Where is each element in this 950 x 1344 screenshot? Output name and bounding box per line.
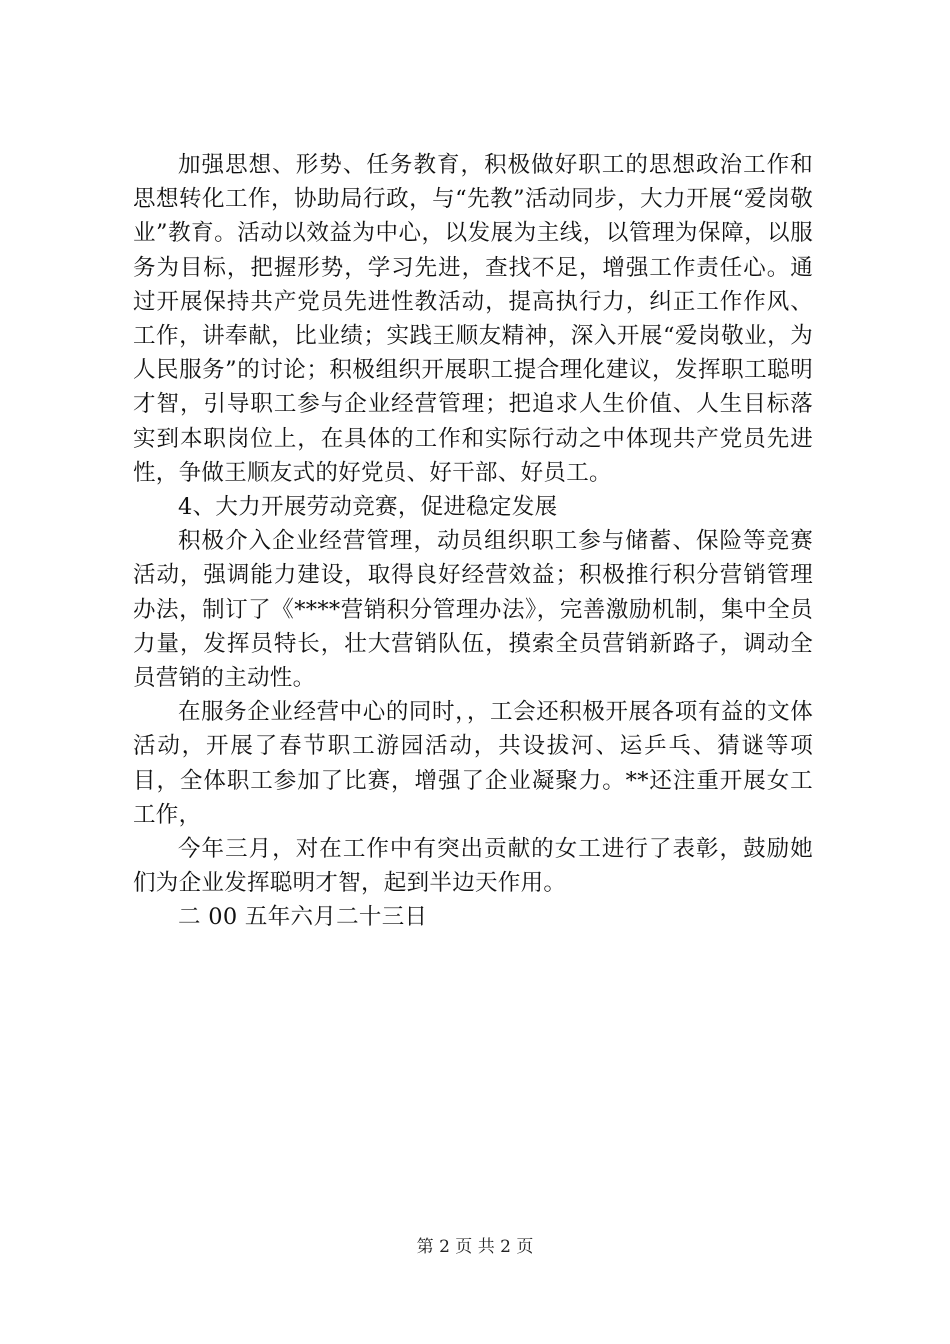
paragraph-political-education: 加强思想、形势、任务教育，积极做好职工的思想政治工作和思想转化工作，协助局行政，与“先教”活动同步，大力开展“爱岗敬业”教育。活动以效益为中心，以发展为主线，以管理为保障，以服务为目标，把握形势，学习先进，查找不足，增强工作责任心。通过开展保持共产党员先进性教活动，提高执行力，纠正工作作风、工作，讲奉献，比业绩；实践王顺友精神，深入开展“爱岗敬业，为人民服务”的讨论；积极组织开展职工提合理化建议，发挥职工聪明才智，引导职工参与企业经营管理；把追求人生价值、人生目标落实到本职岗位上，在具体的工作和实际行动之中体现共产党员先进性，争做王顺友式的好党员、好干部、好员工。 <box>133 152 813 486</box>
section-heading-labor-competition: 4、大力开展劳动竞赛，促进稳定发展 <box>178 494 558 521</box>
paragraph-women-workers-award: 今年三月，对在工作中有突出贡献的女工进行了表彰，鼓励她们为企业发挥聪明才智，起到半边天作用。 <box>133 836 813 897</box>
page-number-footer: 第 2 页 共 2 页 <box>416 1237 534 1257</box>
document-body <box>133 148 813 935</box>
paragraph-marketing-management: 积极介入企业经营管理，动员组织职工参与储蓄、保险等竞赛活动，强调能力建设，取得良好经营效益；积极推行积分营销管理办法，制订了《****营销积分管理办法》，完善激励机制，集中全员力量，发挥员特长，壮大营销队伍，摸索全员营销新路子，调动全员营销的主动性。 <box>133 528 813 692</box>
document-date: 二 00 五年六月二十三日 <box>178 904 428 931</box>
paragraph-cultural-activities: 在服务企业经营中心的同时，，工会还积极开展各项有益的文体活动，开展了春节职工游园活动，共设拔河、运乒乓、猜谜等项目，全体职工参加了比赛，增强了企业凝聚力。**还注重开展女工工作， <box>133 699 813 828</box>
